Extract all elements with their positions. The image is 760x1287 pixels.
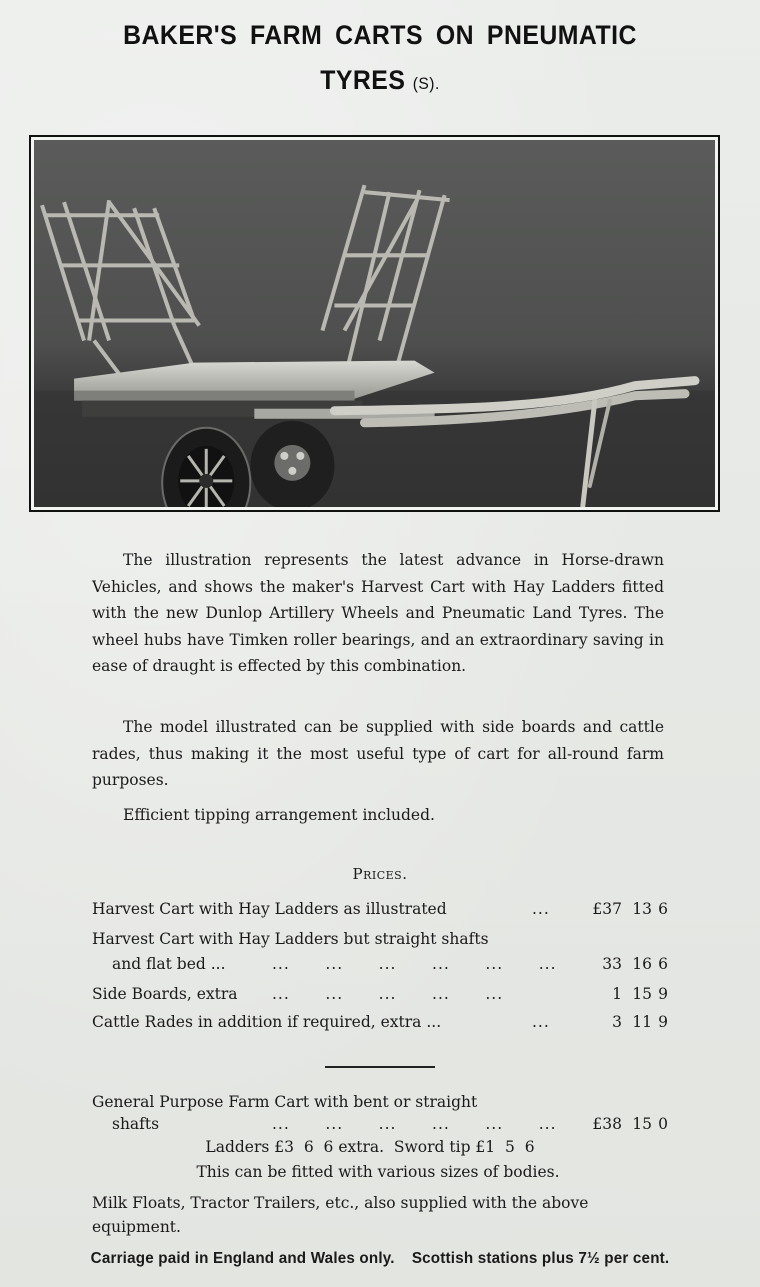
price-description: Harvest Cart with Hay Ladders as illustrated [92,900,447,918]
price-pence: 0 [658,1115,668,1133]
price-pounds: 3 [612,1013,622,1031]
price-description: Side Boards, extra [92,985,238,1003]
paragraph-text: The illustration represents the latest advance in Horse-drawn Vehicles, and shows the maker's Harvest Cart with Hay Ladders fitted with the new Dunlop Artillery Wheels and Pneumatic Land Tyres. The wheel hubs have Timken roller bearings, and an extraordinary saving in ease of draught is effected by this combination. [92,551,664,675]
milk-floats-note: Milk Floats, Tractor Trailers, etc., also supplied with the above equipment. [92,1194,589,1236]
price-row-harvest-cart-straight-desc [92,927,672,951]
leader-dots: ... ... ... ... ... [272,985,504,1003]
cart-photo-frame [29,135,720,512]
price-row-side-boards [92,982,672,1006]
description-paragraph-2 [92,714,664,802]
cart-photo-illustration [34,140,715,507]
carriage-footer [19,1250,741,1268]
price-row-general-cart [92,1112,672,1136]
page-title-line-2 [30,65,729,96]
price-row-harvest-cart-straight [92,952,672,976]
price-shillings: 11 [632,1013,652,1031]
price-pence: 6 [658,955,668,973]
price-description: General Purpose Farm Cart with bent or straight [92,1093,478,1111]
price-row-harvest-cart [92,897,672,921]
page-title-tyres: TYRES [320,65,406,95]
price-pounds: £38 [592,1115,622,1133]
leader-dots: ... [532,1013,550,1031]
price-pence: 9 [658,1013,668,1031]
price-shillings: 15 [632,985,652,1003]
price-row-general-cart-desc [92,1090,672,1114]
leader-dots: ... ... ... ... ... ... [272,1115,557,1133]
page-title-line-1: BAKER'S FARM CARTS ON PNEUMATIC [123,20,637,50]
price-shillings: 15 [632,1115,652,1133]
page-title-suffix: (S). [412,74,440,93]
price-pounds: £37 [592,900,622,918]
price-pence: 9 [658,985,668,1003]
leader-dots: ... [532,900,550,918]
extras-line: Ladders £3 6 6 extra. Sword tip £1 5 6 [205,1138,535,1156]
footer-carriage-text: Carriage paid in England and Wales only. [90,1250,395,1267]
prices-heading: Prices. [352,865,408,883]
price-pounds: 33 [602,955,622,973]
cart-photo [34,140,715,507]
paragraph-text: The model illustrated can be supplied with side boards and cattle rades, thus making it the most useful type of cart for all-round farm purposes. [92,718,664,789]
price-description: Cattle Rades in addition if required, extra ... [92,1013,442,1031]
price-shillings: 13 [632,900,652,918]
price-description-cont: shafts [112,1115,160,1133]
footer-scottish-text: Scottish stations plus 7½ per cent. [411,1250,670,1267]
price-pounds: 1 [612,985,622,1003]
description-paragraph-1 [92,547,664,688]
price-shillings: 16 [632,955,652,973]
description-paragraph-3 [92,802,664,837]
price-row-cattle-rades [92,1010,672,1034]
price-description-cont: and flat bed ... [112,955,226,973]
leader-dots: ... ... ... ... ... ... [272,955,557,973]
section-divider [325,1066,435,1068]
price-description: Harvest Cart with Hay Ladders but straight shafts [92,930,489,948]
price-pence: 6 [658,900,668,918]
far-wheel [250,421,334,507]
bodies-note: This can be fitted with various sizes of bodies. [196,1163,560,1181]
paragraph-text: Efficient tipping arrangement included. [123,806,435,824]
